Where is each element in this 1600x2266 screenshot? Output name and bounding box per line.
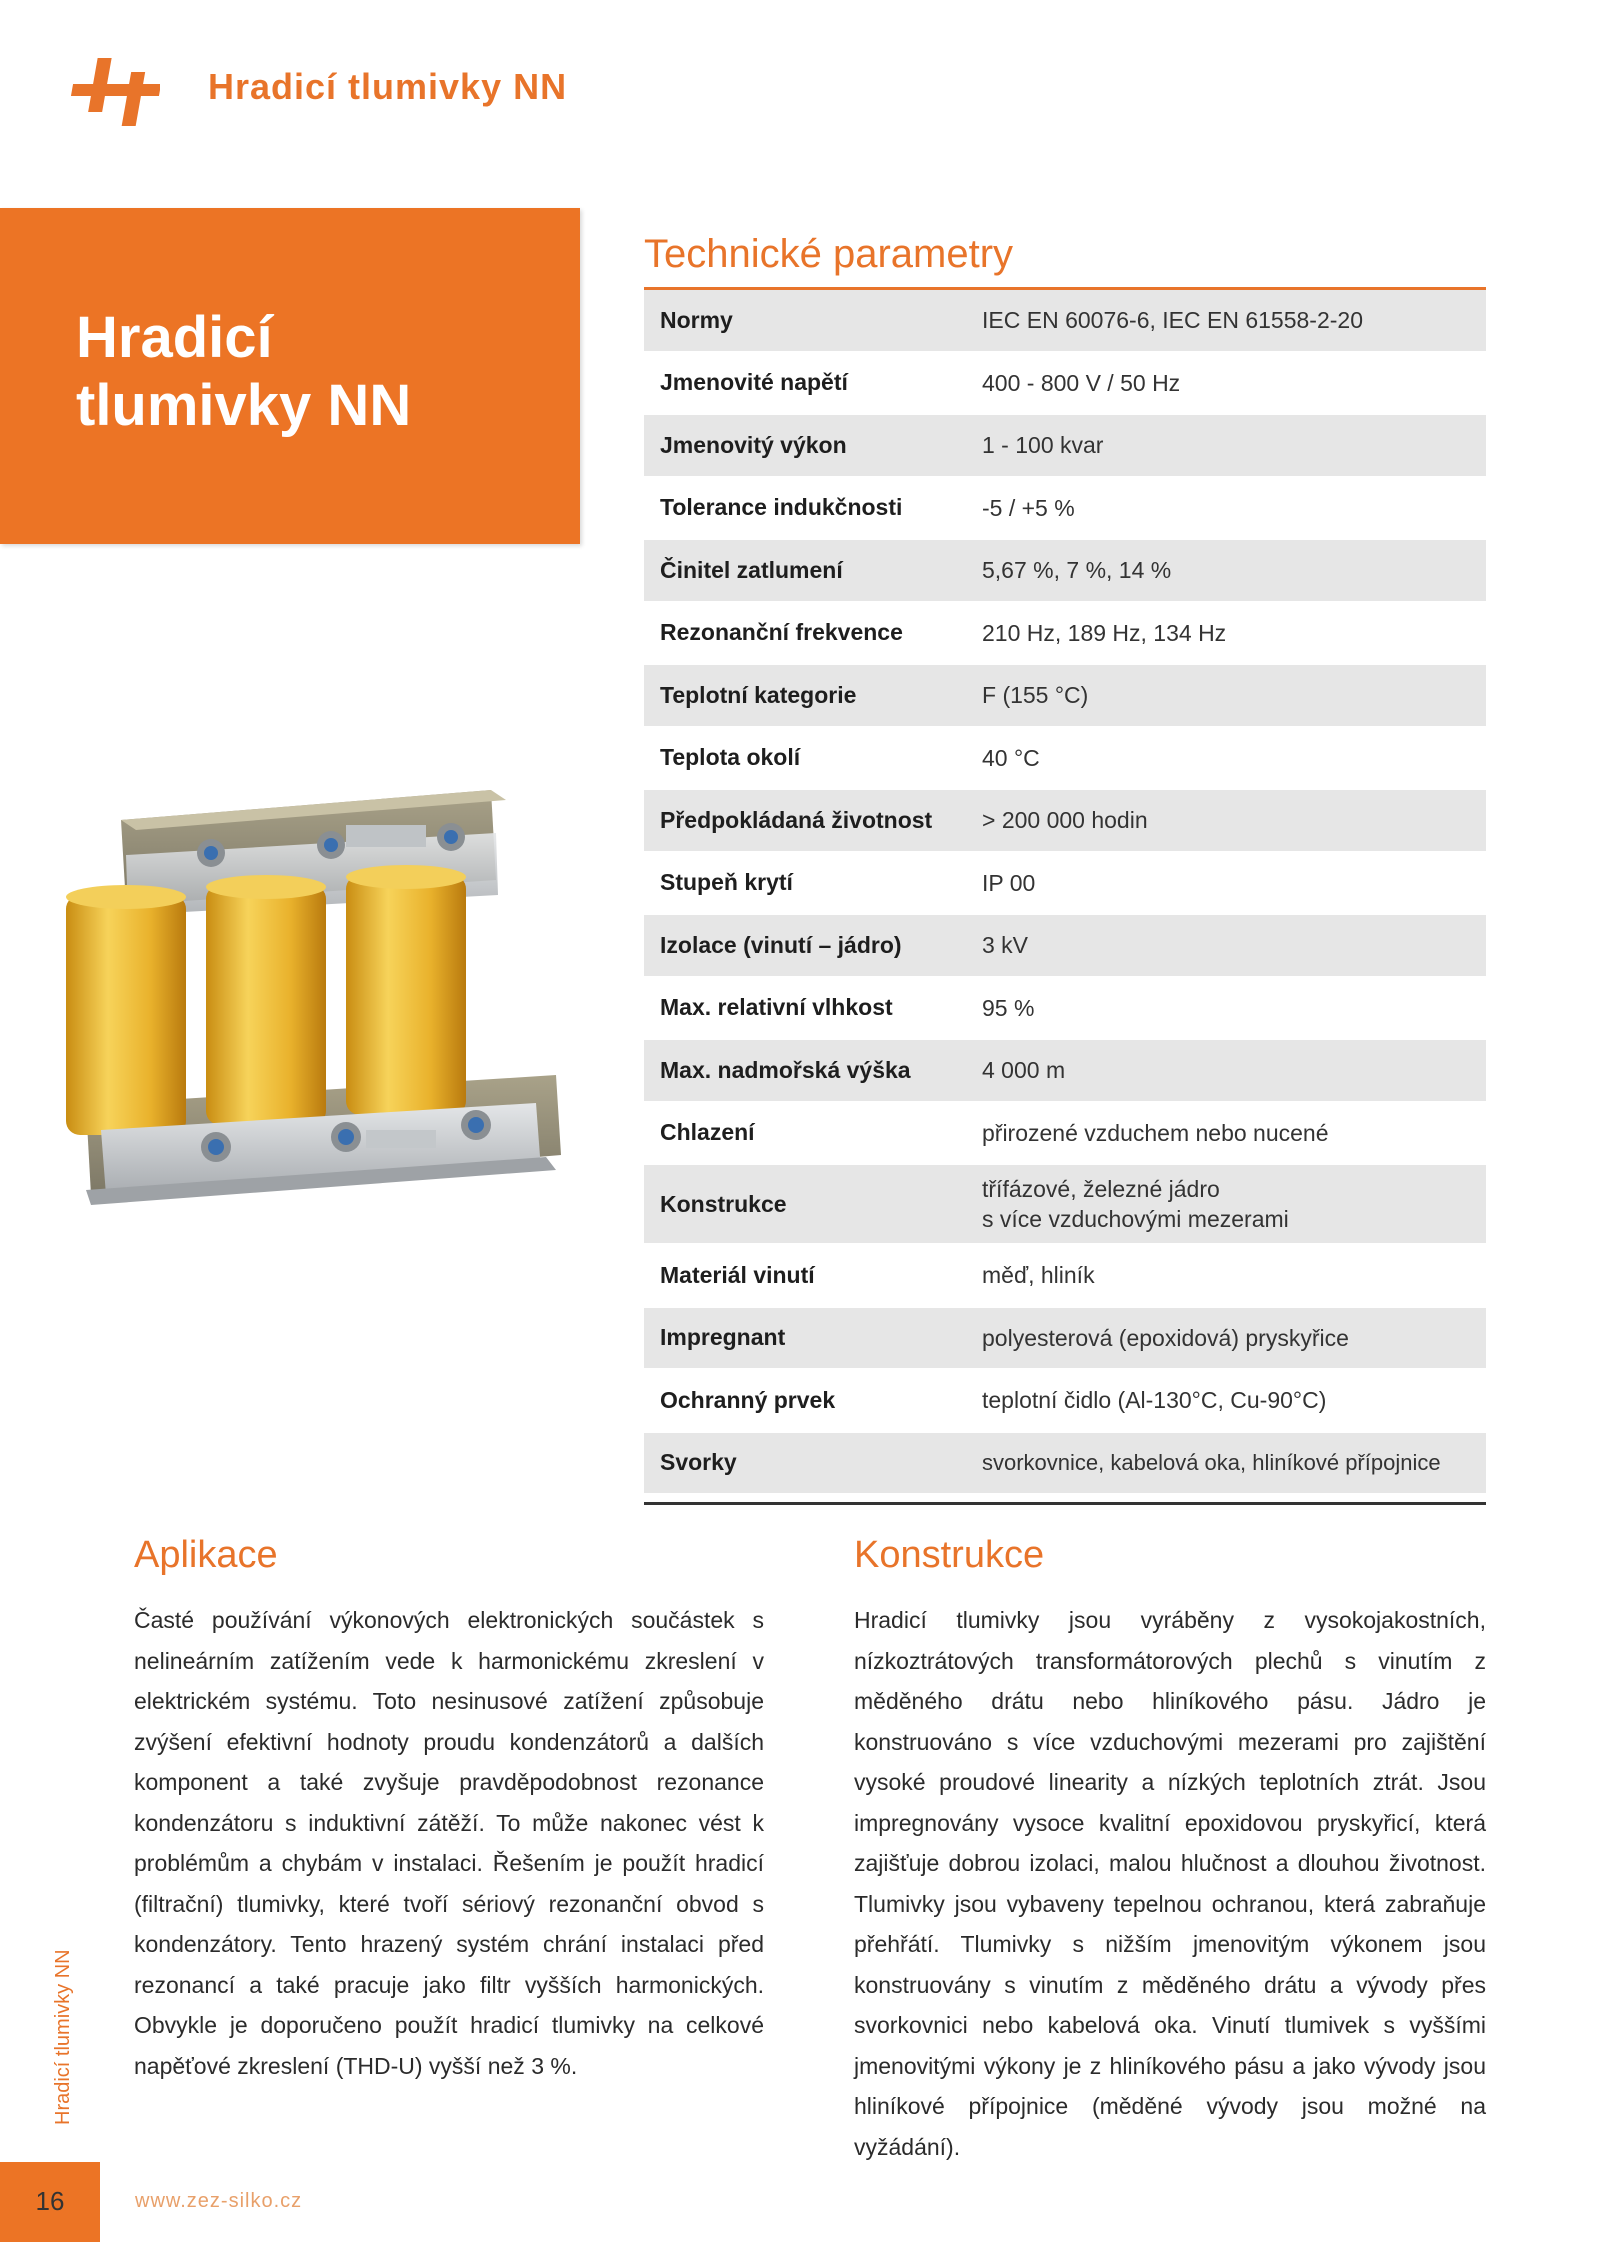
param-label: Stupeň krytí: [660, 869, 793, 896]
param-label: Impregnant: [660, 1324, 786, 1351]
param-value: svorkovnice, kabelová oka, hliníkové přípojnice: [982, 1449, 1441, 1475]
header-title: Hradicí tlumivky NN: [208, 66, 568, 107]
param-value: 95 %: [982, 994, 1035, 1021]
param-label: Max. relativní vlhkost: [660, 994, 893, 1021]
table-row: [644, 915, 1486, 978]
param-label: Konstrukce: [660, 1190, 787, 1217]
param-value: -5 / +5 %: [982, 494, 1075, 521]
page-title-line1: Hradicí: [76, 305, 273, 370]
param-value: měď, hliník: [982, 1262, 1095, 1289]
param-value: > 200 000 hodin: [982, 807, 1148, 834]
table-row: [644, 415, 1486, 478]
param-label: Ochranný prvek: [660, 1386, 836, 1413]
table-row: [644, 1103, 1486, 1166]
param-value: 4 000 m: [982, 1057, 1066, 1084]
param-value: IP 00: [982, 869, 1036, 896]
param-value: [982, 1174, 1486, 1234]
param-label: Tolerance indukčnosti: [660, 494, 903, 521]
param-value: 400 - 800 V / 50 Hz: [982, 369, 1181, 396]
table-row: [644, 665, 1486, 728]
product-image: [66, 785, 566, 1215]
table-row: [644, 853, 1486, 916]
table-row: [644, 540, 1486, 603]
table-row: [644, 1165, 1486, 1245]
aplikace-title: Aplikace: [134, 1534, 278, 1576]
param-value: 210 Hz, 189 Hz, 134 Hz: [982, 619, 1227, 646]
param-label: Teplotní kategorie: [660, 681, 857, 708]
param-value: teplotní čidlo (Al-130°C, Cu-90°C): [982, 1387, 1327, 1414]
page-number: 16: [35, 2186, 65, 2216]
company-logo: [68, 56, 160, 128]
konstrukce-text: Hradicí tlumivky jsou vyráběny z vysokojakostních, nízkoztrátových transformátorových plechů s vinutím z měděného drátu nebo hliníkového pásu. Jádro je konstruováno s více vzduchovými mezerami pro zajištění vysoké proudové linearity a nízkých teplotních ztrát. Jsou impregnovány vysoce kvalitní epoxidovou pryskyřicí, která zajišťuje dobrou izolaci, malou hlučnost a dlouhou životnost. Tlumivky jsou vybaveny tepelnou ochranou, která zabraňuje přehřátí. Tlumivky s nižším jmenovitým výkonem jsou konstruovány s vinutím z měděného drátu a vývody přes svorkovnici nebo kabelová oka. Vinutí tlumivek s vyššími jmenovitými výkony je z hliníkového pásu a jako vývody jsou hliníkové přípojnice (měděné vývody jsou možné na vyžádání).: [854, 1607, 1486, 2160]
param-value: 40 °C: [982, 744, 1040, 771]
table-row: [644, 978, 1486, 1041]
param-label: Předpokládaná životnost: [660, 806, 933, 833]
side-label: Hradicí tlumivky NN: [52, 1949, 74, 2125]
param-value: 1 - 100 kvar: [982, 432, 1104, 459]
page-title: [76, 304, 556, 440]
param-value-line1: třífázové, železné jádro: [982, 1176, 1220, 1202]
param-label: Činitel zatlumení: [660, 556, 843, 583]
param-value: 3 kV: [982, 932, 1029, 959]
table-row: [644, 1370, 1486, 1433]
table-row: [644, 790, 1486, 853]
table-row: [644, 1308, 1486, 1371]
param-label: Jmenovitý výkon: [660, 431, 847, 458]
table-row: [644, 1040, 1486, 1103]
footer-url[interactable]: www.zez-silko.cz: [135, 2190, 303, 2212]
tech-params-table: [644, 290, 1486, 1495]
page-number-box: [0, 2162, 100, 2242]
param-value-line2: s více vzduchovými mezerami: [982, 1206, 1289, 1232]
konstrukce-title: Konstrukce: [854, 1534, 1045, 1576]
param-value: F (155 °C): [982, 682, 1089, 709]
table-row: [644, 353, 1486, 416]
param-label: Jmenovité napětí: [660, 369, 848, 396]
param-value: 5,67 %, 7 %, 14 %: [982, 557, 1172, 584]
table-row: [644, 478, 1486, 541]
title-block: [0, 208, 580, 544]
param-label: Chlazení: [660, 1119, 755, 1146]
param-label: Max. nadmořská výška: [660, 1056, 911, 1083]
table-row: [644, 603, 1486, 666]
param-label: Teplota okolí: [660, 744, 801, 771]
tech-params-title: Technické parametry: [644, 232, 1014, 276]
param-value: přirozené vzduchem nebo nucené: [982, 1119, 1329, 1146]
param-value: IEC EN 60076-6, IEC EN 61558-2-20: [982, 307, 1363, 334]
param-value: polyesterová (epoxidová) pryskyřice: [982, 1324, 1349, 1351]
param-label: Izolace (vinutí – jádro): [660, 931, 902, 958]
table-row: [644, 728, 1486, 791]
page-title-line2: tlumivky NN: [76, 373, 412, 438]
param-label: Svorky: [660, 1449, 737, 1476]
param-label: Normy: [660, 306, 733, 333]
table-row: [644, 1245, 1486, 1308]
table-row: [644, 290, 1486, 353]
param-label: Rezonanční frekvence: [660, 619, 903, 646]
param-label: Materiál vinutí: [660, 1261, 815, 1288]
table-row: [644, 1433, 1486, 1496]
aplikace-text: Časté používání výkonových elektronických součástek s nelineárním zatížením vede k harmonickému zkreslení v elektrickém systému. Toto nesinusové zatížení způsobuje zvýšení efektivní hodnoty proudu kondenzátorů a dalších komponent a také zvyšuje pravděpodobnost rezonance kondenzátoru s induktivní zátěží. To může nakonec vést k problémům a chybám v instalaci. Řešením je použít hradicí (filtrační) tlumivky, které tvoří sériový rezonanční obvod s kondenzátory. Tento hrazený systém chrání instalaci před rezonancí a také pracuje jako filtr vyšších harmonických. Obvykle je doporučeno použít hradicí tlumivky na celkové napěťové zkreslení (THD-U) vyšší než 3 %.: [134, 1607, 764, 2079]
table-bottom-rule: [644, 1502, 1486, 1505]
